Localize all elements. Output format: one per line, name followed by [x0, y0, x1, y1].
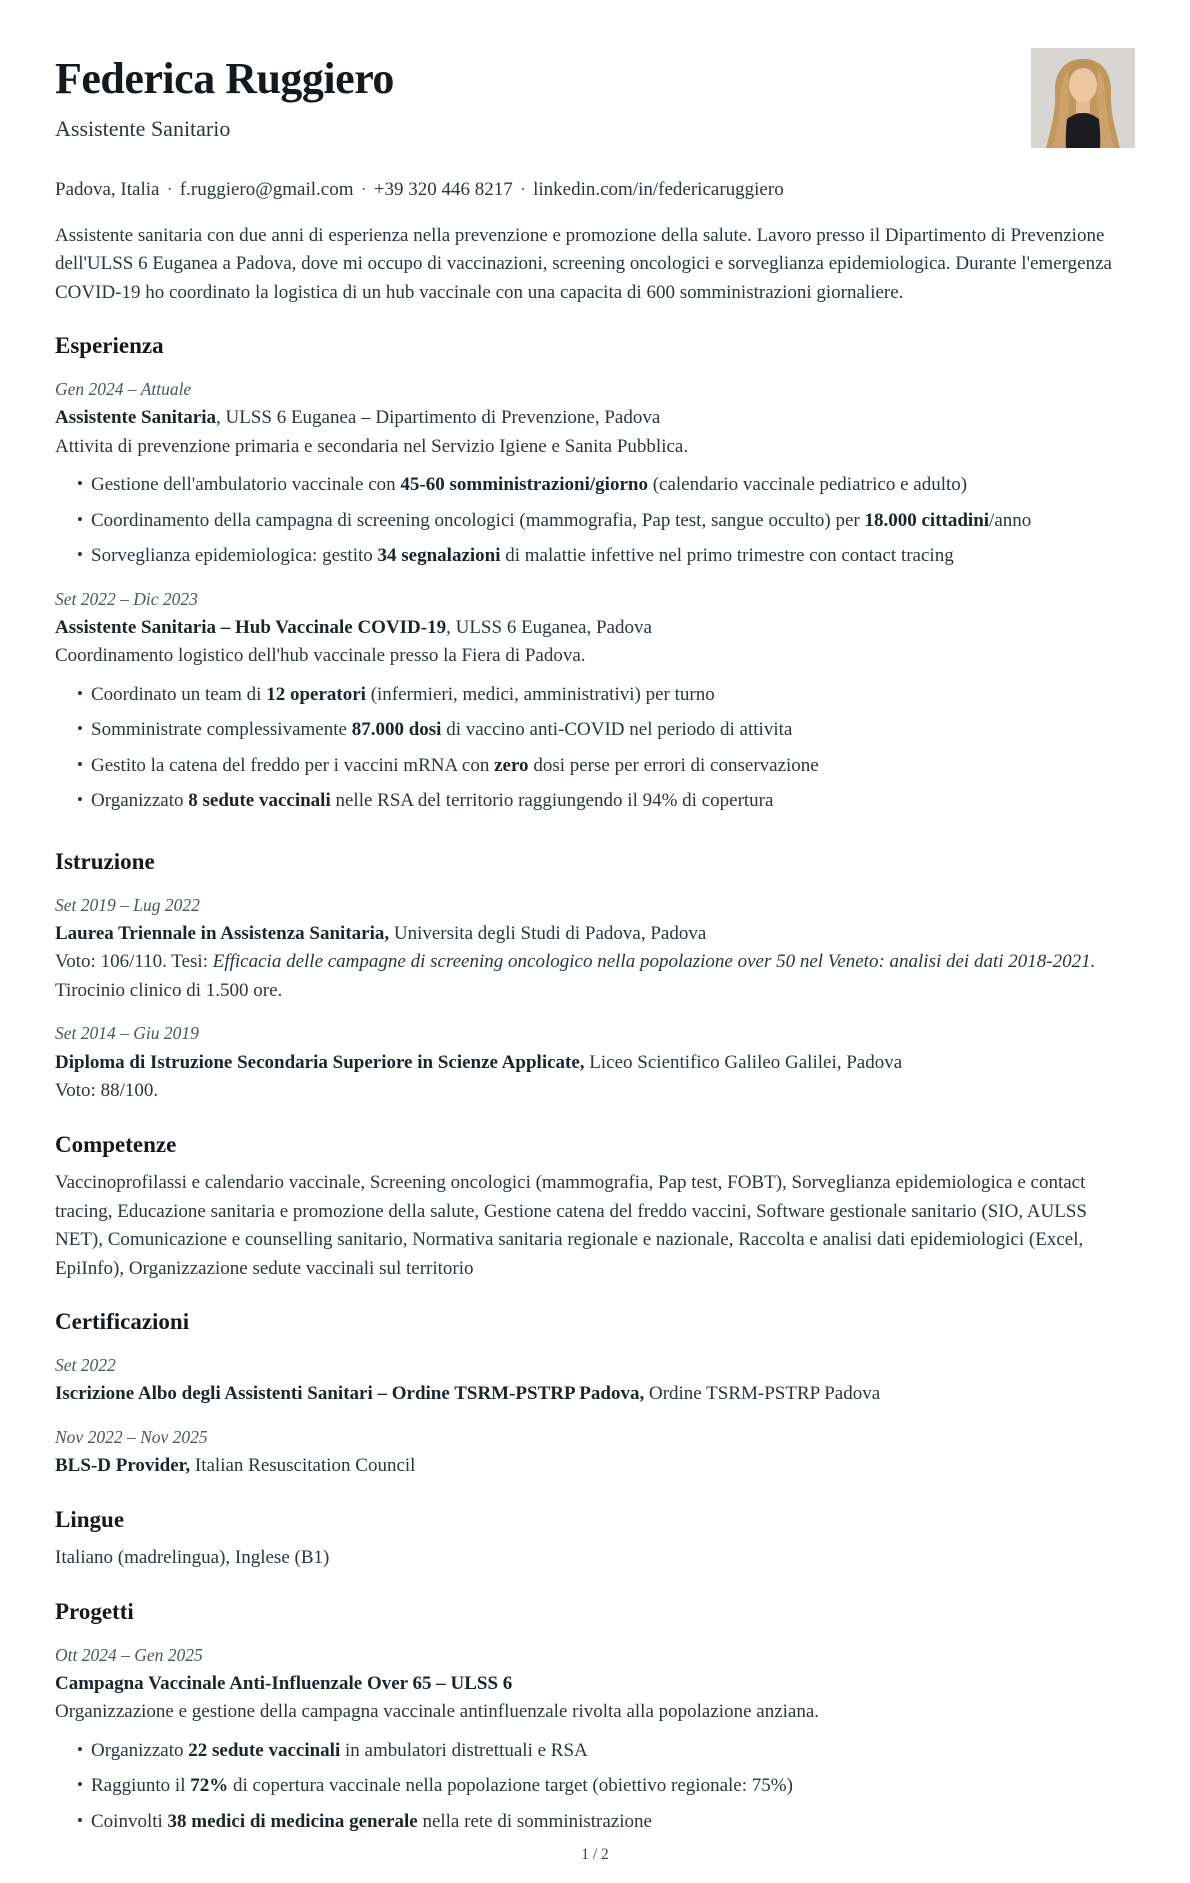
education-entry: [55, 892, 1135, 1006]
entry-description: Organizzazione e gestione della campagna vaccinale antinfluenzale rivolta alla popolazione anziana.: [55, 1701, 820, 1723]
page-indicator: 1 / 2: [581, 1846, 609, 1864]
job-entry: [55, 586, 1135, 816]
bullet-text: Organizzato: [91, 790, 189, 812]
entry-description: [55, 948, 1135, 1005]
entry-title-bold: Assistente Sanitaria – Hub Vaccinale COVID-19: [55, 616, 447, 638]
entry-title-bold: Assistente Sanitaria: [55, 407, 216, 428]
bullet-highlight: 45-60 somministrazioni/giorno: [400, 474, 648, 495]
bullet-item: [77, 507, 1135, 536]
bullet-item: [77, 1737, 1135, 1766]
certification-entry: [55, 1424, 1135, 1481]
bullet-list: [55, 471, 1135, 571]
bullet-text: nelle RSA del territorio raggiungendo il 94% di copertura: [330, 790, 774, 812]
entry-title: [55, 614, 1135, 643]
bullet-text: Sorveglianza epidemiologica: gestito: [91, 545, 378, 566]
contact-line: [55, 176, 1135, 205]
contact-linkedin: linkedin.com/in/federicaruggiero: [533, 179, 784, 200]
bullet-list: [55, 1737, 1135, 1837]
contact-separator: ·: [519, 179, 527, 200]
bullet-text: Coordinamento della campagna di screening oncologici (mammografia, Pap test, sangue occulto) per: [91, 509, 865, 531]
entry-title-rest: Ordine TSRM-PSTRP Padova: [644, 1383, 881, 1405]
person-name: Federica Ruggiero: [55, 54, 394, 103]
contact-separator: ·: [360, 179, 367, 200]
contact-separator: ·: [166, 179, 173, 200]
bullet-item: [77, 787, 1135, 816]
bullet-text: in ambulatori distrettuali e RSA: [340, 1739, 588, 1761]
bullet-item: [77, 542, 1135, 571]
entry-dates: Nov 2022 – Nov 2025: [55, 1426, 208, 1447]
bullet-list: [55, 681, 1135, 816]
job-entry: [55, 376, 1135, 571]
entry-dates: Set 2014 – Giu 2019: [55, 1023, 199, 1044]
entry-dates: Set 2019 – Lug 2022: [55, 894, 200, 915]
person-job-title: Assistente Sanitario: [55, 115, 231, 141]
bullet-text: di malattie infettive nel primo trimestre con contact tracing: [500, 545, 954, 566]
bullet-text: di vaccino anti-COVID nel periodo di attivita: [441, 719, 793, 741]
entry-title-bold: Diploma di Istruzione Secondaria Superiore in Scienze Applicate,: [55, 1051, 585, 1073]
bullet-highlight: 38 medici di medicina generale: [167, 1810, 418, 1832]
entry-title: [55, 1670, 1135, 1699]
bullet-highlight: 87.000 dosi: [351, 719, 442, 741]
skills-text: Vaccinoprofilassi e calendario vaccinale, Screening oncologici (mammografia, Pap test, FOBT), Sorveglianza epidemiologica e contact tracing, Educazione sanitaria e promozione della salute, Gestione catena del freddo vaccini, Software gestionale sanitario (SIO, AULSS NET), Comunicazione e counselling sanitario, Normativa sanitaria regionale e nazionale, Raccolta e analisi dati epidemiologici (Excel, EpiInfo), Organizzazione sedute vaccinali sul territorio: [55, 1172, 1087, 1279]
contact-email: f.ruggiero@gmail.com: [179, 179, 354, 200]
bullet-text: di copertura vaccinale nella popolazione target (obiettivo regionale: 75%): [228, 1775, 793, 1797]
section-heading-esperienza: Esperienza: [55, 333, 164, 358]
entry-dates: Gen 2024 – Attuale: [55, 378, 192, 399]
bullet-highlight: 8 sedute vaccinali: [188, 790, 331, 812]
entry-title: [55, 404, 1135, 433]
header-text: [55, 44, 394, 145]
entry-description: [55, 1077, 1135, 1106]
bullet-item: [77, 1808, 1135, 1837]
profile-photo: [1031, 48, 1135, 148]
bullet-highlight: 34 segnalazioni: [377, 545, 501, 566]
description-text: Voto: 106/110. Tesi:: [55, 951, 213, 973]
entry-title-rest: Universita degli Studi di Padova, Padova: [389, 922, 707, 944]
entry-title-rest: , ULSS 6 Euganea, Padova: [446, 616, 652, 638]
entry-title: [55, 920, 1135, 949]
entry-title-bold: Campagna Vaccinale Anti-Influenzale Over 65 – ULSS 6: [55, 1672, 513, 1694]
bullet-text: Raggiunto il: [91, 1775, 191, 1797]
entry-title-bold: BLS-D Provider,: [55, 1455, 191, 1476]
page-footer: [55, 1843, 1135, 1882]
bullet-item: [77, 681, 1135, 710]
description-text: Tirocinio clinico di 1.500 ore.: [55, 979, 283, 1001]
section-esperienza: [55, 332, 1135, 823]
bullet-text: /anno: [989, 509, 1032, 531]
bullet-item: [77, 752, 1135, 781]
entry-description: Attivita di prevenzione primaria e secondaria nel Servizio Igiene e Sanita Pubblica.: [55, 435, 689, 457]
entry-title-bold: Laurea Triennale in Assistenza Sanitaria,: [55, 922, 390, 944]
thesis-title: Efficacia delle campagne di screening oncologico nella popolazione over 50 nel Veneto: analisi dei dati 2018-2021.: [212, 951, 1096, 973]
bullet-text: Coordinato un team di: [91, 683, 267, 705]
entry-description: Coordinamento logistico dell'hub vaccinale presso la Fiera di Padova.: [55, 645, 586, 667]
contact-phone: +39 320 446 8217: [373, 179, 513, 200]
entry-title: [55, 1452, 1135, 1481]
project-entry: [55, 1642, 1135, 1837]
entry-title: [55, 1380, 1135, 1409]
bullet-text: Coinvolti: [91, 1810, 168, 1832]
contact-location: Padova, Italia: [55, 179, 160, 200]
entry-title-rest: Liceo Scientifico Galileo Galilei, Padova: [584, 1051, 903, 1073]
bullet-item: [77, 716, 1135, 745]
section-heading-lingue: Lingue: [55, 1506, 125, 1532]
entry-dates: Set 2022: [55, 1355, 116, 1375]
bullet-text: nella rete di somministrazione: [417, 1810, 652, 1832]
education-entry: [55, 1020, 1135, 1105]
bullet-highlight: 12 operatori: [266, 683, 366, 705]
bullet-text: Organizzato: [91, 1739, 189, 1761]
summary-paragraph: Assistente sanitaria con due anni di esperienza nella prevenzione e promozione della salute. Lavoro presso il Dipartimento di Prevenzione dell'ULSS 6 Euganea a Padova, dove mi occupo di vaccinazioni, screening oncologici e sorveglianza epidemiologica. Durante l'emergenza COVID-19 ho coordinato la logistica di un hub vaccinale con una capacita di 600 somministrazioni giornaliere.: [55, 224, 1112, 303]
entry-dates: Ott 2024 – Gen 2025: [55, 1644, 203, 1665]
languages-text: Italiano (madrelingua), Inglese (B1): [55, 1547, 330, 1569]
bullet-text: Gestione dell'ambulatorio vaccinale con: [91, 474, 401, 495]
bullet-text: dosi perse per errori di conservazione: [528, 754, 819, 776]
section-heading-competenze: Competenze: [55, 1131, 177, 1157]
section-istruzione: [55, 848, 1135, 1106]
certification-entry: [55, 1352, 1135, 1409]
section-heading-progetti: Progetti: [55, 1598, 134, 1624]
portrait-illustration: [1031, 48, 1135, 148]
section-lingue: [55, 1506, 1135, 1573]
entry-title-rest: Italian Resuscitation Council: [190, 1455, 416, 1476]
bullet-item: [77, 1772, 1135, 1801]
bullet-text: (calendario vaccinale pediatrico e adulto): [647, 474, 968, 495]
bullet-text: Gestito la catena del freddo per i vaccini mRNA con: [91, 754, 495, 776]
section-progetti: [55, 1598, 1135, 1844]
bullet-item: [77, 471, 1135, 500]
entry-dates: Set 2022 – Dic 2023: [55, 588, 198, 609]
bullet-highlight: 72%: [190, 1775, 229, 1797]
entry-title-bold: Iscrizione Albo degli Assistenti Sanitari – Ordine TSRM-PSTRP Padova,: [55, 1383, 645, 1405]
section-heading-istruzione: Istruzione: [55, 848, 155, 874]
bullet-highlight: zero: [494, 754, 529, 776]
section-competenze: [55, 1131, 1135, 1284]
section-certificazioni: [55, 1308, 1135, 1480]
bullet-highlight: 18.000 cittadini: [864, 509, 990, 531]
entry-title-rest: , ULSS 6 Euganea – Dipartimento di Prevenzione, Padova: [215, 407, 661, 428]
entry-title: [55, 1049, 1135, 1078]
section-heading-certificazioni: Certificazioni: [55, 1309, 190, 1335]
bullet-text: Somministrate complessivamente: [91, 719, 352, 741]
bullet-text: (infermieri, medici, amministrativi) per turno: [365, 683, 715, 705]
header: [55, 44, 1135, 148]
bullet-highlight: 22 sedute vaccinali: [188, 1739, 341, 1761]
description-text: Voto: 88/100.: [55, 1080, 159, 1101]
